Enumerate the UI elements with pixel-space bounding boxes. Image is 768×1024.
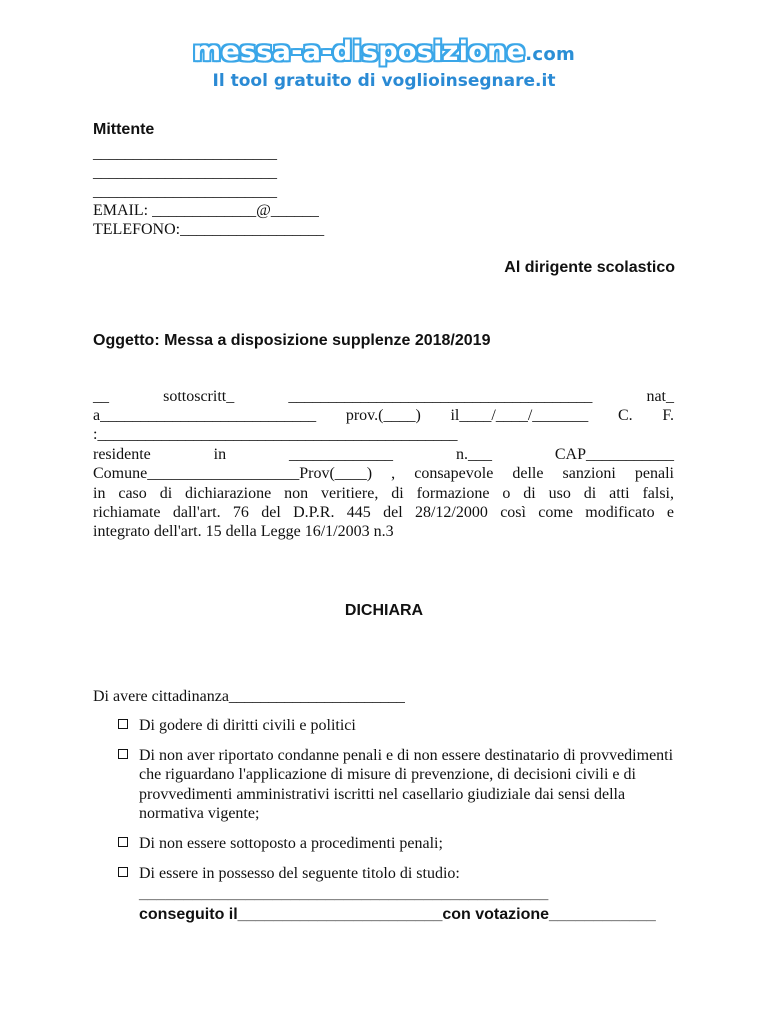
body-line: residente in _____________ n.___ CAP___________ [93,446,674,463]
citizenship-line: Di avere cittadinanza______________________ [93,688,405,705]
body-line: richiamate dall'art. 76 del D.P.R. 445 del 28/12/2000 così come modificato e [93,504,674,521]
checklist-item [118,834,679,853]
sender-heading: Mittente [93,121,155,138]
checklist-text: Di non essere sottoposto a procedimenti penali; [139,835,443,852]
sender-blank-line: _______________________ [93,183,277,200]
site-logo [0,36,768,93]
checkbox[interactable] [118,867,128,877]
sender-blank-line: _______________________ [93,145,277,162]
body-line: integrato dell'art. 15 della Legge 16/1/2003 n.3 [93,523,394,540]
sender-phone-line: TELEFONO:__________________ [93,221,325,238]
body-line: :_____________________________________________ [93,426,458,443]
checkbox[interactable] [118,719,128,729]
checklist-item [118,864,679,883]
logo-wordmark [0,36,768,71]
sender-blank-line: _______________________ [93,164,277,181]
checkbox[interactable] [118,837,128,847]
logo-tagline: Il tool gratuito di voglioinsegnare.it [212,71,556,91]
checklist-item [118,716,679,735]
checklist-text: Di non aver riportato condanne penali e di non essere destinatario di provvedimenti che riguardano l'applicazione di misure di prevenzione, di decisioni civili e di provvedimenti amministrativi iscritti nel casellario giudiziale dai sensi della normativa vigente; [139,747,674,823]
body-line: __ sottoscritt_ ______________________________________ nat_ [93,388,674,405]
checklist-text: Di essere in possesso del seguente titolo di studio: [139,865,460,882]
checklist-item [118,746,679,824]
subject: Oggetto: Messa a disposizione supplenze 2018/2019 [93,332,491,349]
logo-site-name: messa-a-disposizione [192,36,526,67]
degree-date-grade-line: conseguito il_______________________con votazione____________ [139,906,656,923]
sender-email-line: EMAIL: _____________@______ [93,202,319,219]
declaration-heading: DICHIARA [344,602,424,619]
body-line: Comune___________________Prov(____) , consapevole delle sanzioni penali [93,465,674,482]
checkbox[interactable] [118,749,128,759]
degree-blank-line: ______________________________________________ [139,885,549,902]
body-line: in caso di dichiarazione non veritiere, di formazione o di uso di atti falsi, [93,485,674,502]
logo-tld: .com [525,44,576,65]
recipient: Al dirigente scolastico [504,259,675,276]
checklist-text: Di godere di diritti civili e politici [139,717,356,734]
body-line: a___________________________ prov.(____) il____/____/_______ C. F. [93,407,674,424]
